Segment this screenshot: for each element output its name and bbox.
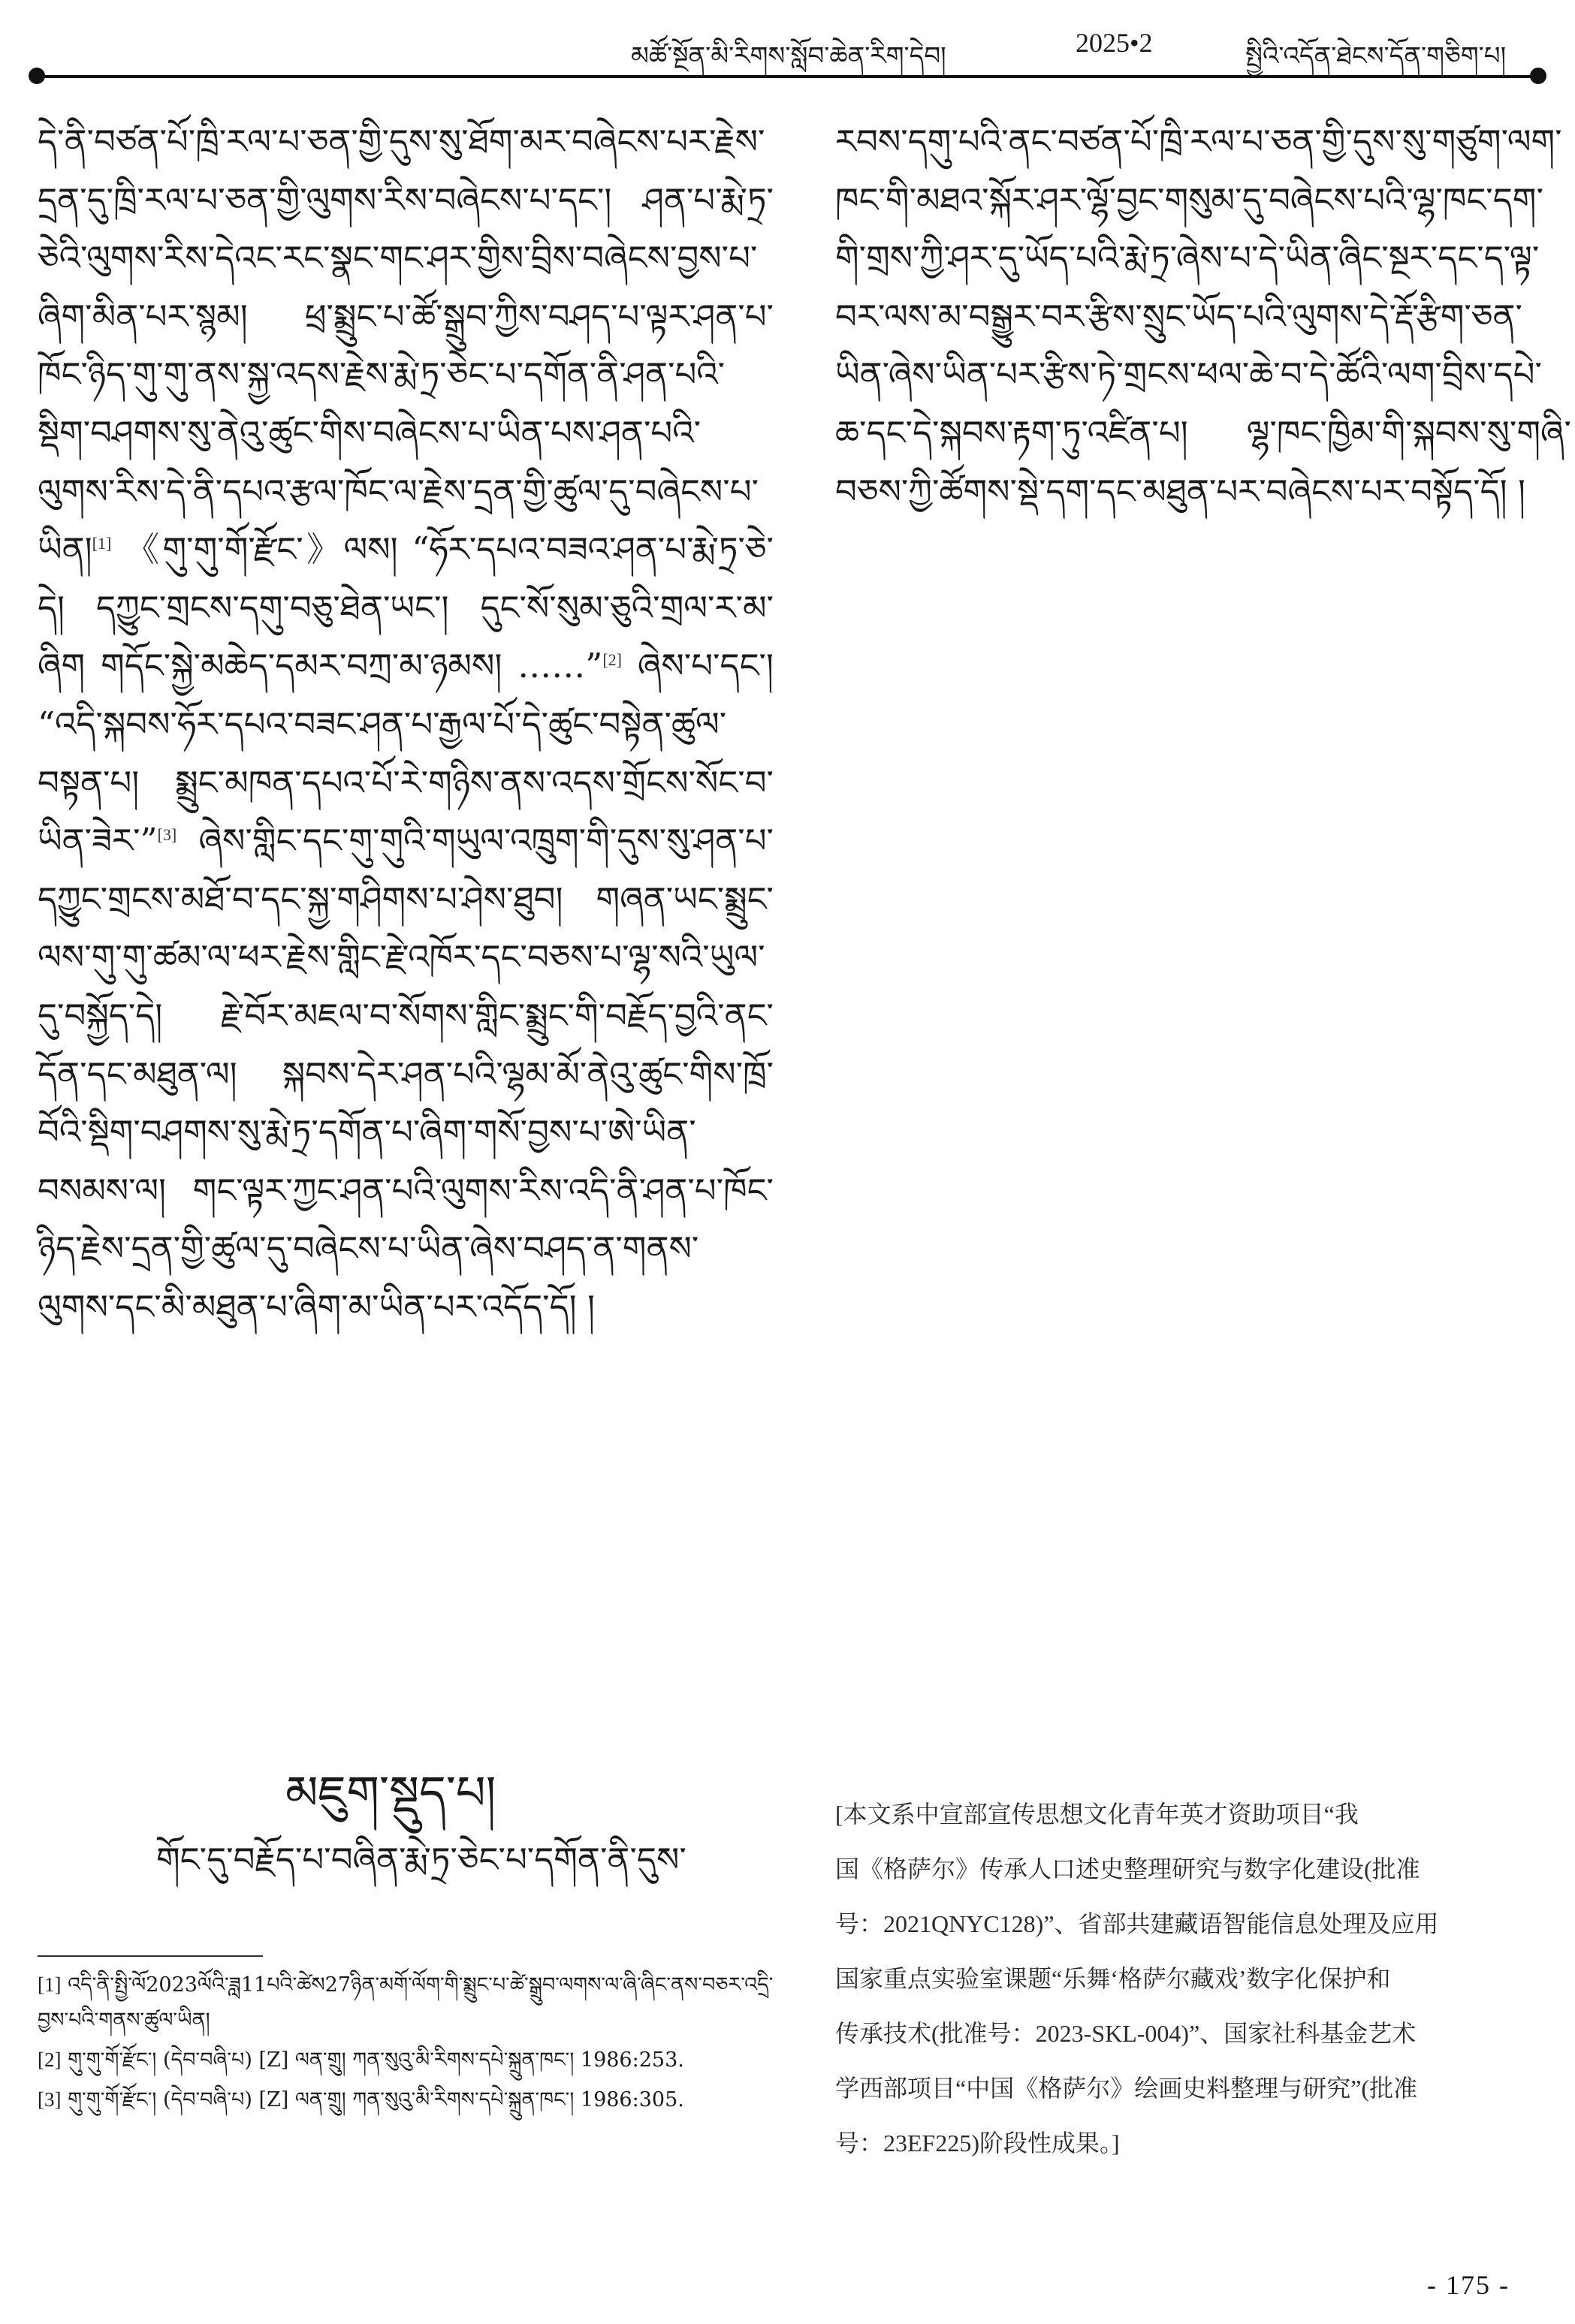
footnote-divider — [38, 1955, 263, 1957]
footnote-number: [3] — [38, 2088, 62, 2111]
footnote-2 — [38, 2042, 781, 2078]
body-text: ཞེས་གླིང་དང་གུ་གུའི་གཡུལ་འཁྲུག་གི་དུས་སུ་ཤན་པ་དཀྱུང་གྲངས་མཐོ་བ་དང་སྐྱ་གཤིགས་པ་ཤེས་ཐུབ། གཞན་ཡང་སྨྲུང་ལས་གུ་གུ་ཚམ་ལ་ཕར་རྗེས་གླིང་རྗེ་འཁོར་དང་བཅས་པ་ལྷ་སའི་ཡུལ་དུ་བསྐྱོད་དེ། རྗེ་བོར་མཇལ་བ་སོགས་གླིང་སྨྲུང་གི་བརྗོད་བྱའི་ནང་དོན་དང་མཐུན་ལ། སྐབས་དེར་ཤན་པའི་ལྷམ་མོ་ནེའུ་ཚུང་གིས་ཁྲོ་བོའི་སྡིག་བཤགས་སུ་རྨེ་ཏྲ་དགོན་པ་ཞིག་གསོ་བྱས་པ་ཨེ་ཡིན་བསམས་ལ། གང་ལྟར་ཀྱང་ཤན་པའི་ལུགས་རིས་འདི་ནི་ཤན་པ་ཁོང་ཉིད་རྗེས་དྲན་གྱི་ཚུལ་དུ་བཞེངས་པ་ཡིན་ཞེས་བཤད་ན་གནས་ལུགས་དང་མི་མཐུན་པ་ཞིག་མ་ཡིན་པར་འདོད་དོ། ། — [38, 821, 774, 1327]
footnote-ref-3[interactable]: [3] — [157, 825, 177, 845]
funding-line: 学西部项目“中国《格萨尔》绘画史料整理与研究”(批准 — [835, 2075, 1418, 2102]
divider-dot-left — [29, 68, 45, 84]
page-header — [30, 21, 1545, 74]
footnote-ref-2[interactable]: [2] — [602, 650, 622, 670]
footnote-1 — [38, 1967, 781, 2038]
left-column-paragraph — [38, 113, 774, 1336]
footnote-text: འདི་ནི་སྤྱི་ལོ2023ལོའི་ཟླ11པའི་ཚེས27ཉིན་མགོ་ལོག་གི་སྨྲུང་པ་ཚེ་སྒྲུབ་ལགས་ལ་ཞི་ཞིང་ནས་བཅར་འདྲི་བྱས་པའི་གནས་ཚུལ་ཡིན། — [38, 1973, 774, 2032]
section-first-line: གོང་དུ་བརྗོད་པ་བཞིན་རྨེ་ཏྲ་ཅེང་པ་དགོན་ནི་དུས་ — [156, 1840, 686, 1879]
funding-line: 传承技术(批准号：2023-SKL-004)”、国家社科基金艺术 — [835, 2020, 1417, 2047]
footnote-number: [1] — [38, 1973, 62, 1996]
page-number: - 175 - — [1427, 2270, 1510, 2300]
funding-line: 号：23EF225)阶段性成果。] — [835, 2130, 1120, 2157]
quote-text: ཞེས་པ་དང་། “འདི་སྐབས་ཧོར་དཔའ་བཟང་ཤན་པ་རྒྱལ་པོ་དེ་ཚུང་བསྟེན་ཚུལ་བསྟན་པ། སྨྲུང་མཁན་དཔའ་པོ་རེ་གཉིས་ནས་འདས་གྲོངས་སོང་བ་ཡིན་ཟེར་” — [38, 646, 774, 861]
funding-line: 国家重点实验室课题“乐舞‘格萨尔藏戏’数字化保护和 — [835, 1965, 1391, 1992]
footnote-text: གུ་གུ་གོ་རྫོང་། (དེབ་བཞི་པ) [Z] ལན་གྲུ། ཀན་སུའུ་མི་རིགས་དཔེ་སྐྲུན་ཁང་། 1986:305. — [68, 2088, 684, 2111]
funding-line: 号：2021QNYC128)”、省部共建藏语智能信息处理及应用 — [835, 1910, 1439, 1937]
footnotes — [38, 1967, 781, 2122]
divider-dot-right — [1530, 68, 1546, 84]
funding-line: [本文系中宣部宣传思想文化青年英才资助项目“我 — [835, 1801, 1359, 1828]
footnote-ref-1[interactable]: [1] — [92, 534, 112, 553]
left-column — [38, 113, 774, 1336]
section-title: སྤྱིའི་འདོན་ཐེངས་དོན་གཅིག་པ། — [1245, 41, 1507, 71]
issue-number: 2025•2 — [1076, 28, 1153, 58]
quote-text: 《གུ་གུ་གོ་རྫོང་》ལས། “ཧོར་དཔའ་བཟའ་ཤན་པ་རྨེ་ཏྲ་ཅེ་དེ། དཀྱུང་གྲངས་དགུ་བཅུ་ཐེན་ཡང་། དུང་སོ་སུམ་ཅུའི་གྲལ་ར་མ་ཞིག གདོང་སྐྱེ་མཆེད་དམར་བཀྲ་མ་ཉམས། ……” — [38, 529, 774, 686]
footnote-3 — [38, 2082, 781, 2118]
header-divider — [35, 75, 1540, 78]
journal-title: མཚོ་སྔོན་མི་རིགས་སློབ་ཆེན་རིག་དེབ། — [631, 41, 946, 71]
right-column-paragraph: རབས་དགུ་པའི་ནང་བཙན་པོ་ཁྲི་རལ་པ་ཅན་གྱི་དུས་སུ་གཙུག་ལག་ཁང་གི་མཐའ་སྐོར་ཤར་ལྷོ་བྱང་གསུམ་དུ་བཞེངས་པའི་ལྷ་ཁང་དག་གི་གྲས་ཀྱི་ཤར་དུ་ཡོད་པའི་རྨེ་ཏྲ་ཞེས་པ་དེ་ཡིན་ཞིང་སྔར་དང་ད་ལྟ་བར་ལས་མ་བསྒྱུར་བར་རྩིས་སྲུང་ཡོད་པའི་ལུགས་དེ་རྡོ་རྩིག་ཅན་ཡིན་ཞེས་ཡིན་པར་རྩིས་ཏེ་གྲངས་ཕལ་ཆེ་བ་དེ་ཚོའི་ལག་བྲིས་དཔེ་ཆ་དང་དེ་སྐབས་རྟག་ཏུ་འཛིན་པ། ལྷ་ཁང་ཁྱིམ་གི་སྐབས་སུ་གཞི་བཅས་ཀྱི་ཚོགས་སྡེ་དག་དང་མཐུན་པར་བཞེངས་པར་བསྟོད་དོ། ། — [835, 122, 1571, 511]
body-text: དེ་ནི་བཙན་པོ་ཁྲི་རལ་པ་ཅན་གྱི་དུས་སུ་ཐོག་མར་བཞེངས་པར་རྗེས་དྲན་དུ་ཁྲི་རལ་པ་ཅན་གྱི་ལུགས་རིས་བཞེངས་པ་དང་། ཤན་པ་རྨེ་ཏྲ་ཅེའི་ལུགས་རིས་དེའང་རང་སྣང་གང་ཤར་གྱིས་བྲིས་བཞེངས་བྱས་པ་ཞིག་མིན་པར་སྙམ། ཕྲ་སྨྲུང་པ་ཚོ་སྒྲུབ་ཀྱིས་བཤད་པ་ལྟར་ཤན་པ་ཁོང་ཉིད་གུ་གུ་ནས་སྐྱ་འདས་རྗེས་རྨེ་ཏྲ་ཅེང་པ་དགོན་ནི་ཤན་པའི་སྡིག་བཤགས་སུ་ནེའུ་ཚུང་གིས་བཞེངས་པ་ཡིན་པས་ཤན་པའི་ལུགས་རིས་དེ་ནི་དཔའ་རྩལ་ཁོང་ལ་རྗེས་དྲན་གྱི་ཚུལ་དུ་བཞེངས་པ་ཡིན། — [38, 122, 774, 570]
right-column — [835, 113, 1571, 520]
funding-line: 国《格萨尔》传承人口述史整理研究与数字化建设(批准 — [835, 1855, 1420, 1882]
funding-note — [835, 1787, 1564, 2171]
footnote-number: [2] — [38, 2048, 62, 2071]
footnote-text: གུ་གུ་གོ་རྫོང་། (དེབ་བཞི་པ) [Z] ལན་གྲུ། ཀན་སུའུ་མི་རིགས་དཔེ་སྐྲུན་ཁང་། 1986:253. — [68, 2048, 684, 2072]
section-heading: མཇུག་སྡུད་པ། — [285, 1765, 496, 1820]
